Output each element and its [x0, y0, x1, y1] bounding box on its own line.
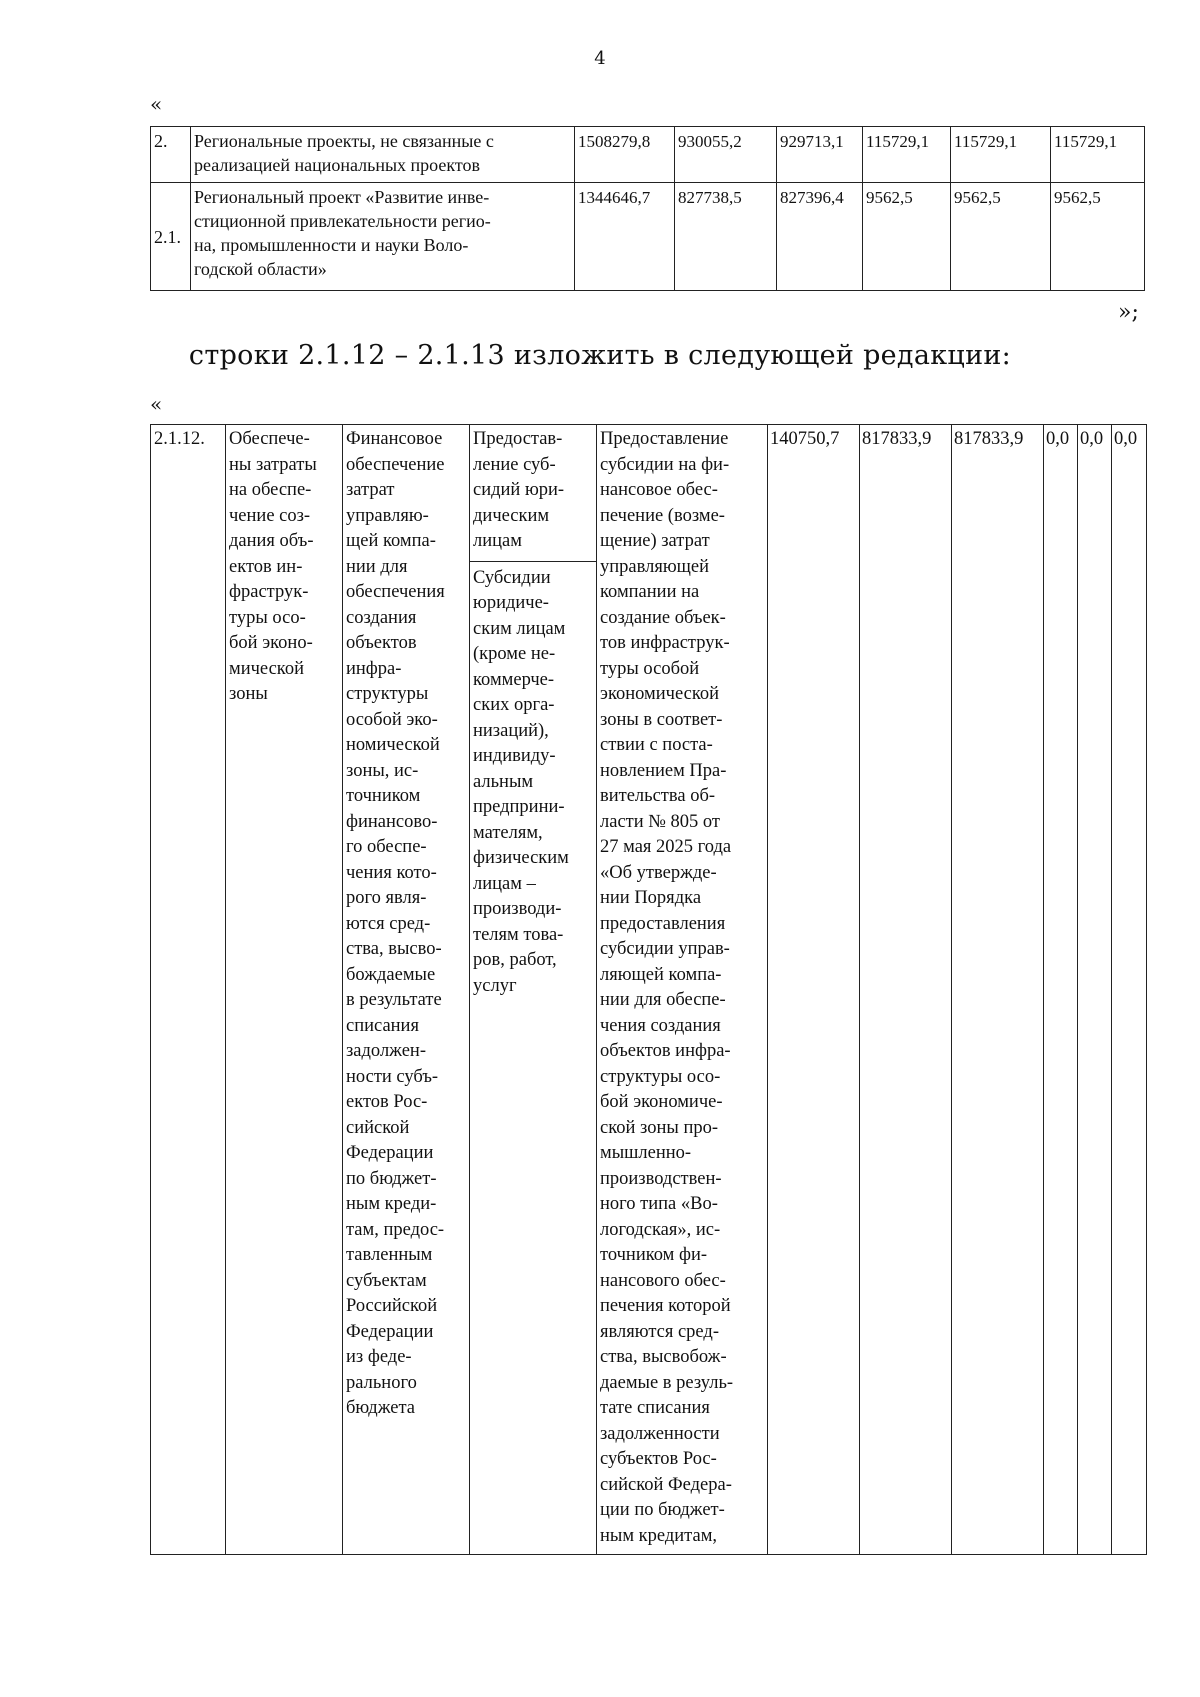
value-cell: 817833,9 — [952, 425, 1044, 1555]
value-cell: 1508279,8 — [575, 127, 675, 183]
value-cell: 140750,7 — [768, 425, 860, 1555]
budget-table-main — [150, 424, 1147, 1555]
value-cell: 0,0 — [1044, 425, 1078, 1555]
type-bottom-text: Субсидии юридиче- ским лицам (кроме не- коммерче- ских орга- низаций), индивиду- альным предприни- мателям, физическим лицам – производи- телям това- ров, работ, услуг — [473, 567, 569, 996]
opening-quote: « — [150, 392, 163, 416]
value-cell: 0,0 — [1112, 425, 1147, 1555]
task-cell: Обеспече- ны затраты на обеспе- чение соз- дания объ- ектов ин- фраструк- туры осо- бой эконо- мической зоны — [226, 425, 343, 1555]
opening-quote: « — [150, 92, 163, 116]
value-cell: 929713,1 — [777, 127, 863, 183]
value-cell: 0,0 — [1078, 425, 1112, 1555]
description-cell: Предоставление субсидии на фи- нансовое обес- печение (возме- щение) затрат управляющей компании на создание объек- тов инфраструк- туры особой экономической зоны в соответ- ствии с поста- новлением Пра- вительства об- ласти № 805 от 27 мая 2025 года «Об утвержде- нии Порядка предоставления субсидии управ- ляющей компа- нии для обеспе- чения создания объектов инфра- структуры осо- бой экономиче- ской зоны про- мышленно- производствен- ного типа «Во- логодская», ис- точником фи- нансового обес- печения которой являются сред- ства, высвобож- даемые в резуль- тате списания задолженности субъектов Рос- сийской Федера- ции по бюджет- ным кредитам, — [597, 425, 768, 1555]
type-top-text: Предостав- ление суб- сидий юри- дическим лицам — [470, 425, 596, 562]
value-cell: 930055,2 — [675, 127, 777, 183]
value-cell: 115729,1 — [951, 127, 1051, 183]
table-row — [151, 425, 1147, 1555]
value-cell: 9562,5 — [863, 183, 951, 291]
page-number: 4 — [594, 48, 606, 69]
value-cell: 9562,5 — [951, 183, 1051, 291]
event-cell: Финансовое обеспечение затрат управляю- щей компа- нии для обеспечения создания объектов инфра- структуры особой эко- номической зоны, ис- точником финансово- го обеспе- чения кото- рого явля- ются сред- ства, высво- бождаемые в результате списания задолжен- ности субъ- ектов Рос- сийской Федерации по бюджет- ным креди- там, предос- тавленным субъектам Российской Федерации из феде- рального бюджета — [343, 425, 470, 1555]
row-number: 2.1.12. — [151, 425, 226, 1555]
row-name: Региональные проекты, не связанные с реализацией национальных проектов — [191, 127, 575, 183]
table-row — [151, 183, 1145, 291]
row-number: 2.1. — [151, 183, 191, 291]
value-cell: 827738,5 — [675, 183, 777, 291]
row-name: Региональный проект «Развитие инве- стиционной привлекательности регио- на, промышленности и науки Воло- годской области» — [191, 183, 575, 291]
value-cell: 115729,1 — [863, 127, 951, 183]
value-cell: 817833,9 — [860, 425, 952, 1555]
value-cell: 9562,5 — [1051, 183, 1145, 291]
table-row — [151, 127, 1145, 183]
value-cell: 827396,4 — [777, 183, 863, 291]
instruction-text: строки 2.1.12 – 2.1.13 изложить в следующей редакции: — [188, 340, 1012, 371]
value-cell: 115729,1 — [1051, 127, 1145, 183]
type-cell — [470, 425, 597, 1555]
row-number: 2. — [151, 127, 191, 183]
budget-table-top — [150, 126, 1145, 291]
closing-quote: »; — [1118, 300, 1139, 325]
value-cell: 1344646,7 — [575, 183, 675, 291]
